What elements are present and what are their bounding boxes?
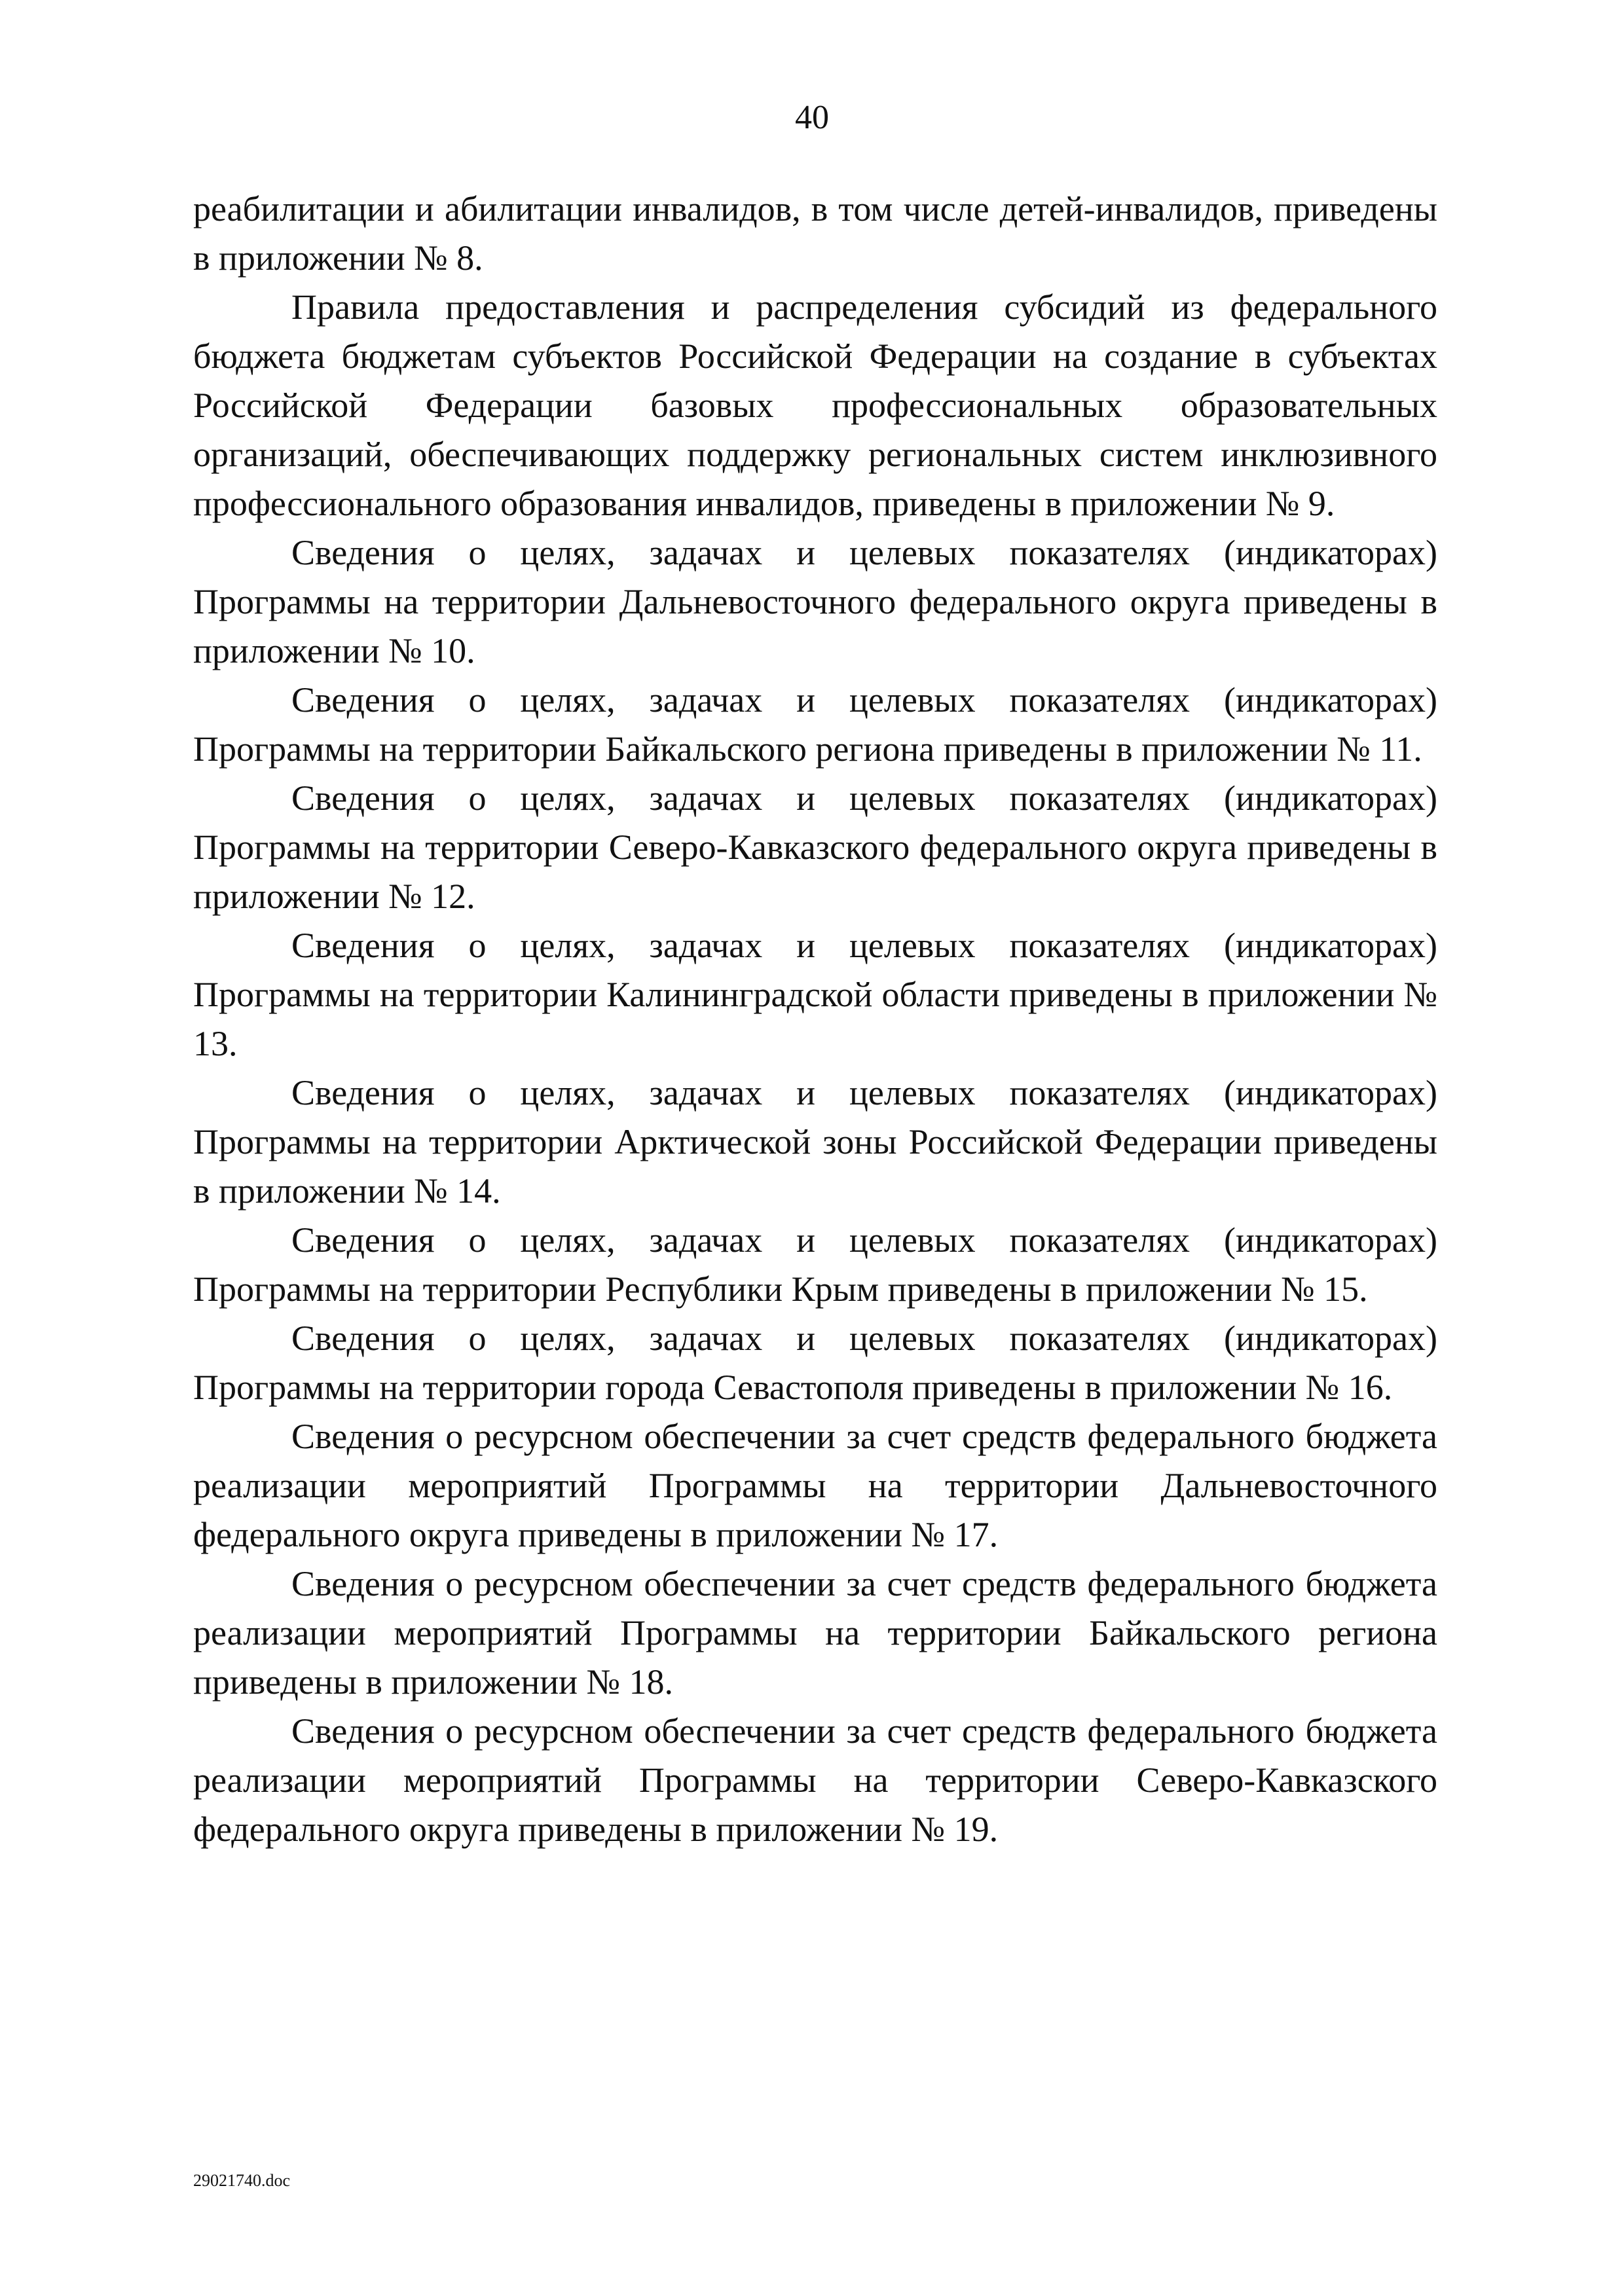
paragraph-continuation: реабилитации и абилитации инвалидов, в том числе детей-инвалидов, приведены в приложении № 8. <box>193 189 1437 278</box>
paragraph-appendix-9: Правила предоставления и распределения субсидий из федерального бюджета бюджетам субъектов Российской Федерации на создание в субъектах Российской Федерации базовых профессиональных образовательных организаций, обеспечивающих поддержку региональных систем инклюзивного профессионального образования инвалидов, приведены в приложении № 9. <box>193 287 1437 523</box>
paragraph-appendix-10: Сведения о целях, задачах и целевых показателях (индикаторах) Программы на территории Дальневосточного федерального округа приведены в приложении № 10. <box>193 533 1437 670</box>
paragraph-appendix-18: Сведения о ресурсном обеспечении за счет средств федерального бюджета реализации мероприятий Программы на территории Байкальского региона приведены в приложении № 18. <box>193 1564 1437 1702</box>
paragraph-appendix-13: Сведения о целях, задачах и целевых показателях (индикаторах) Программы на территории Калининградской области приведены в приложении № 13. <box>193 926 1437 1063</box>
paragraph-appendix-14: Сведения о целях, задачах и целевых показателях (индикаторах) Программы на территории Арктической зоны Российской Федерации приведены в приложении № 14. <box>193 1073 1437 1211</box>
paragraph-appendix-12: Сведения о целях, задачах и целевых показателях (индикаторах) Программы на территории Северо-Кавказского федерального округа приведены в приложении № 12. <box>193 778 1437 916</box>
paragraph-appendix-15: Сведения о целях, задачах и целевых показателях (индикаторах) Программы на территории Республики Крым приведены в приложении № 15. <box>193 1220 1437 1309</box>
paragraph-appendix-11: Сведения о целях, задачах и целевых показателях (индикаторах) Программы на территории Байкальского региона приведены в приложении № 11. <box>193 680 1437 769</box>
paragraph-appendix-16: Сведения о целях, задачах и целевых показателях (индикаторах) Программы на территории города Севастополя приведены в приложении № 16. <box>193 1319 1437 1407</box>
document-body <box>193 185 1437 1854</box>
page-number: 40 <box>795 99 829 136</box>
paragraph-appendix-17: Сведения о ресурсном обеспечении за счет средств федерального бюджета реализации мероприятий Программы на территории Дальневосточного федерального округа приведены в приложении № 17. <box>193 1417 1437 1554</box>
paragraph-appendix-19: Сведения о ресурсном обеспечении за счет средств федерального бюджета реализации мероприятий Программы на территории Северо-Кавказского федерального округа приведены в приложении № 19. <box>193 1711 1437 1849</box>
footer-filename: 29021740.doc <box>193 2171 291 2190</box>
